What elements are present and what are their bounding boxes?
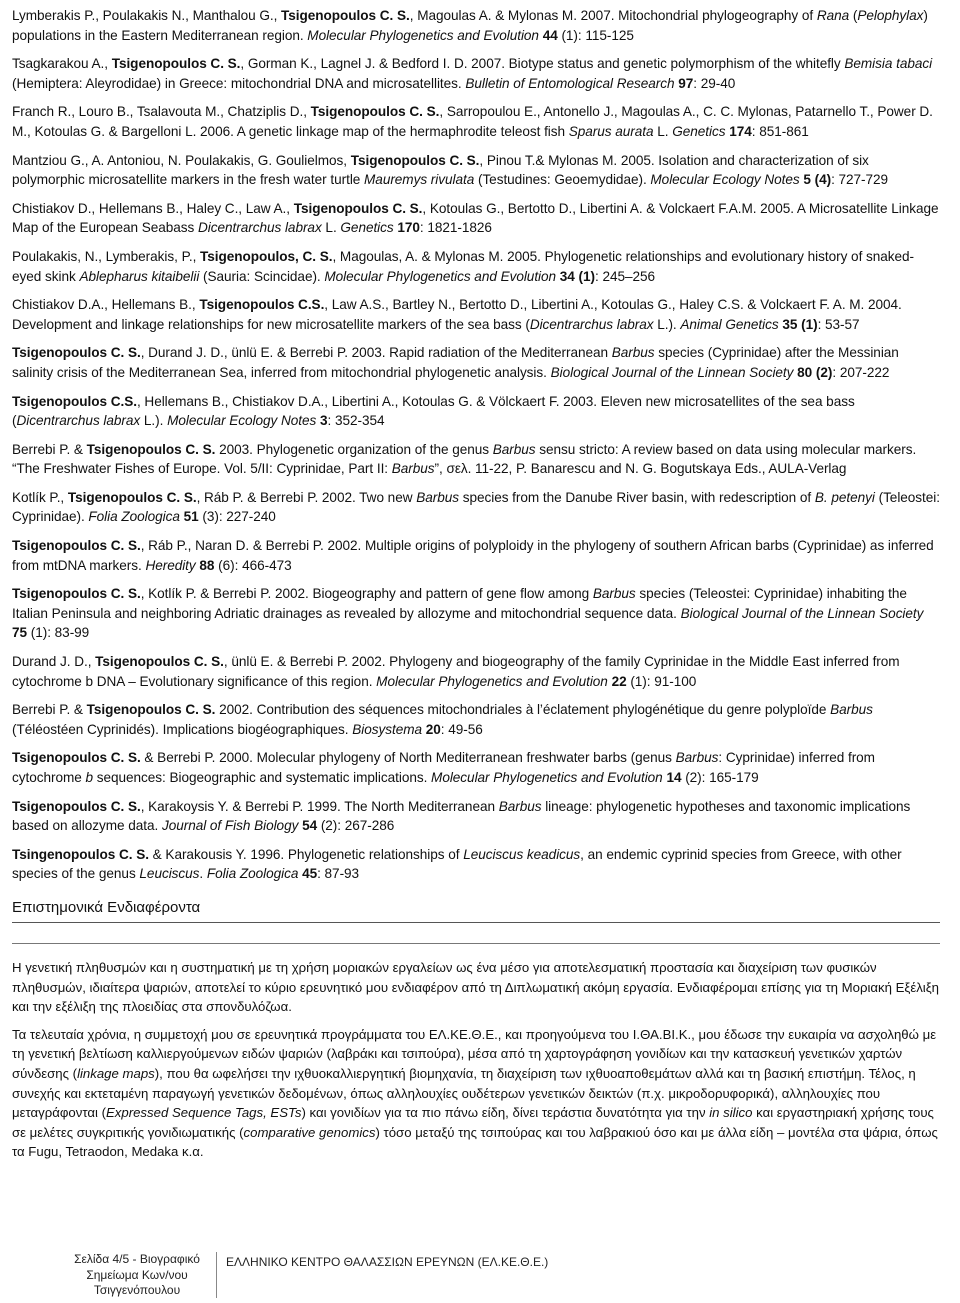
publication-entry	[12, 392, 942, 431]
publication-entry	[12, 6, 942, 45]
italic-text: Barbus	[416, 489, 459, 505]
text-run: Η γενετική πληθυσμών και η συστηματική με τη χρήση μοριακών εργαλείων ως ένα μέσο για αποτελεσματική προστασία και διαχείριση των φυσικών πληθυσμών, ιδιαίτερα ψαριών, αποτελεί το κύριο ερευνητικό μου ενδιαφέρον από τη Διπλωματική ακόμη εργασία. Ενδιαφέρομαι επίσης για τη Μοριακή Εξέλιξη και την εξέλιξη της πλοειδίας στα σπονδυλόζωα.	[12, 959, 939, 1015]
text-run: & Berrebi P. 2000. Molecular phylogeny of North Mediterranean freshwater barbs (genus	[140, 750, 676, 766]
italic-text: Barbus	[830, 702, 873, 718]
author-highlight: 75	[12, 625, 28, 641]
footer-institution: ΕΛΛΗΝΙΚΟ ΚΕΝΤΡΟ ΘΑΛΑΣΣΙΩΝ ΕΡΕΥΝΩΝ (ΕΛ.ΚΕ.Θ.Ε.)	[226, 1255, 549, 1269]
publication-entry	[12, 295, 942, 334]
publication-entry	[12, 797, 942, 836]
author-highlight: 174	[729, 123, 752, 139]
italic-text: Molecular Phylogenetics and Evolution	[307, 27, 539, 43]
italic-text: Bulletin of Entomological Research	[465, 75, 675, 91]
author-highlight: Tsigenopoulos C. S.	[95, 654, 224, 670]
italic-text: Dicentrarchus labrax	[16, 413, 141, 429]
italic-text: Barbus	[675, 750, 719, 766]
text-run: , Magoulas, A. & Mylonas M. 2005. Phylogenetic relationships and evolutionary history of snaked-eyed skink	[12, 248, 915, 284]
italic-text: Genetics	[340, 220, 394, 236]
publication-entry	[12, 536, 942, 575]
italic-text: Leuciscus	[139, 866, 200, 882]
text-run: sensu stricto: A review based on data using molecular markers. “The Freshwater Fishes of Europe. Vol. 5/II: Cyprinidae, Part II:	[12, 441, 917, 477]
author-highlight: 5 (4)	[803, 172, 832, 188]
italic-text: Biological Journal of the Linnean Society	[680, 605, 924, 621]
publication-entry	[12, 102, 942, 141]
italic-text: Journal of Fish Biology	[161, 818, 299, 834]
author-highlight: 54	[302, 818, 318, 834]
italic-text: Barbus	[391, 461, 435, 477]
author-highlight: 20	[425, 721, 441, 737]
italic-text: Sparus aurata	[568, 123, 654, 139]
text-run: Mantziou G., A. Antoniou, N. Poulakakis, G. Goulielmos,	[12, 152, 351, 168]
author-highlight: Tsigenopoulos C. S.	[12, 750, 141, 766]
author-highlight: Tsigenopoulos C. S.	[281, 8, 410, 23]
text-run: Chistiakov D., Hellemans B., Haley C., Law A.,	[12, 200, 294, 216]
publication-entry	[12, 151, 942, 190]
author-highlight: Tsigenopoulos C. S.	[12, 586, 141, 602]
text-run: L.).	[140, 413, 168, 429]
author-highlight: 170	[397, 220, 420, 236]
italic-text: linkage maps	[77, 1065, 155, 1081]
italic-text: Heredity	[145, 557, 196, 573]
italic-text: Animal Genetics	[680, 316, 779, 332]
italic-text: Ablepharus kitaibelii	[79, 268, 200, 284]
italic-text: Leuciscus keadicus	[463, 846, 581, 862]
text-run: (Hemiptera: Aleyrodidae) in Greece: mitochondrial DNA and microsatellites.	[12, 75, 466, 91]
text-run: (2): 165-179	[681, 770, 759, 785]
publication-entry	[12, 652, 942, 691]
text-run: (Sauria: Scincidae).	[199, 268, 325, 284]
text-run: (	[849, 8, 858, 23]
text-run: , Ráb P. & Berrebi P. 2002. Two new	[196, 489, 417, 505]
text-run: (2): 267-286	[317, 818, 395, 834]
text-run: (Téléostéen Cyprinidés). Implications biogéographiques.	[12, 721, 353, 737]
italic-text: comparative genomics	[243, 1124, 376, 1140]
author-highlight: Tsigenopoulos C. S.	[12, 798, 141, 814]
italic-text: Pelophylax	[857, 8, 924, 23]
text-run: 2002. Contribution des séquences mitochondriales à l’éclatement phylogénétique du genre polyploïde	[215, 702, 831, 718]
italic-text: Barbus	[611, 345, 655, 361]
author-highlight: 14	[666, 770, 682, 785]
italic-text: Molecular Ecology Notes	[650, 172, 800, 188]
text-run: , Kotlík P. & Berrebi P. 2002. Biogeography and pattern of gene flow among	[140, 586, 593, 602]
italic-text: in silico	[709, 1105, 753, 1121]
text-run: : 352-354	[327, 413, 385, 429]
text-run: , ünlü E. & Berrebi P. 2002. Phylogeny and biogeography of the family Cyprinidae in the Middle East inferred from cytochrome b DNA – Evolutionary significance of this region.	[12, 654, 900, 689]
text-run: Berrebi P. &	[12, 441, 87, 457]
text-run: (6): 466-473	[214, 557, 292, 573]
text-run: , Pinou T.& Mylonas M. 2005. Isolation and characterization of six polymorphic microsatellite markers in the fresh water turtle	[12, 152, 869, 188]
text-run: species from the Danube River basin, with redescription of	[458, 489, 815, 505]
author-highlight: 88	[199, 557, 215, 573]
author-highlight: 34 (1)	[559, 268, 595, 284]
publication-entry	[12, 199, 942, 238]
text-run: , Sarropoulou E., Antonello J., Magoulas A., C. C. Mylonas, Patarnello T., Power D. M., Kotoulas G. & Bargelloni L. 2006. A genetic linkage map of the hermaphrodite teleost fish	[12, 104, 933, 139]
italic-text: Barbus	[492, 441, 536, 457]
italic-text: Dicentrarchus labrax	[529, 316, 654, 332]
footer-page-info: Σελίδα 4/5 - Βιογραφικό Σημείωμα Κων/νου Τσιγγενόπουλου	[64, 1252, 217, 1298]
text-run: : Cyprinidae) inferred from cytochrome	[12, 750, 875, 785]
text-run: , Ráb P., Naran D. & Berrebi P. 2002. Multiple origins of polyploidy in the phylogeny of southern African barbs (Cyprinidae) as inferred from mtDNA markers.	[12, 538, 934, 573]
text-run: ”, σελ. 11-22, P. Banarescu and N. G. Bogutskaya Eds., AULA-Verlag	[434, 461, 847, 477]
text-run: ) και γονιδίων για τα πιο πάνω είδη, δίνει τεράστια δυνατότητα για την	[301, 1105, 710, 1121]
interests-paragraph	[12, 958, 942, 1017]
text-run: , Karakoysis Y. & Berrebi P. 1999. The North Mediterranean	[140, 798, 499, 814]
italic-text: B. petenyi	[814, 489, 875, 505]
author-highlight: 80 (2)	[797, 364, 833, 380]
text-run: Berrebi P. &	[12, 702, 87, 718]
interests-box	[12, 943, 942, 1162]
author-highlight: 35 (1)	[782, 316, 818, 332]
italic-text: Folia Zoologica	[206, 866, 299, 882]
author-highlight: Tsigenopoulos C. S.	[12, 538, 141, 554]
italic-text: Molecular Ecology Notes	[167, 413, 317, 429]
text-run: sequences: Biogeographic and systematic implications.	[93, 770, 432, 785]
text-run: .	[199, 866, 207, 882]
text-run: : 851-861	[751, 123, 809, 139]
text-run: & Karakousis Y. 1996. Phylogenetic relationships of	[148, 846, 464, 862]
publication-entry	[12, 700, 942, 739]
author-highlight: Tsigenopoulos C.S.	[12, 393, 137, 409]
text-run: : 53-57	[817, 316, 860, 332]
publication-entry	[12, 748, 942, 787]
text-run: L.	[321, 220, 341, 236]
author-highlight: Tsigenopoulos C. S.	[86, 702, 216, 718]
publication-entry	[12, 247, 942, 286]
italic-text: Rana	[816, 8, 850, 23]
author-highlight: Tsigenopoulos C. S.	[67, 489, 197, 505]
section-title: Επιστημονικά Ενδιαφέροντα	[12, 898, 940, 923]
text-run: (1): 83-99	[27, 625, 90, 641]
text-run: : 87-93	[317, 866, 360, 882]
text-run: (1): 115-125	[557, 27, 634, 43]
text-run: species (Cyprinidae) after the Messinian salinity crisis of the Mediterranean Sea, inferred from mitochondrial phylogenetic analysis.	[12, 345, 899, 380]
text-run: , an endemic cyprinid species from Greece, with other species of the genus	[12, 846, 902, 882]
author-highlight: Tsigenopoulos C.S.	[199, 297, 325, 313]
author-highlight: 97	[678, 75, 694, 91]
text-run: Lymberakis P., Poulakakis N., Manthalou G.,	[12, 8, 282, 23]
italic-text: Genetics	[672, 123, 726, 139]
text-run: : 29-40	[693, 75, 736, 91]
text-run: , Gorman K., Lagnel J. & Bedford I. D. 2007. Biotype status and genetic polymorphism of the whitefly	[240, 56, 845, 72]
interests-text	[12, 944, 942, 1162]
italic-text: Mauremys rivulata	[364, 172, 475, 188]
author-highlight: Tsingenopoulos C. S.	[12, 846, 149, 862]
text-run: : 245–256	[595, 268, 656, 284]
text-run: 2003. Phylogenetic organization of the genus	[215, 441, 493, 457]
italic-text: Biosystema	[352, 721, 423, 737]
italic-text: Molecular Phylogenetics and Evolution	[324, 268, 557, 284]
text-run: ) τόσο μεταξύ της τσιπούρας και του λαβρακιού όσο και με άλλα είδη – μοντέλα στα ψάρια, όπως τα Fugu, Tetraodon, Medaka κ.α.	[12, 1124, 938, 1160]
text-run: Tsagkarakou A.,	[12, 56, 112, 72]
text-run: Kotlík P.,	[12, 489, 68, 505]
italic-text: Folia Zoologica	[88, 509, 180, 525]
text-run: (3): 227-240	[198, 509, 276, 525]
text-run: L.).	[653, 316, 681, 332]
text-run: species (Teleostei: Cyprinidae) inhabiting the Italian Peninsula and neighboring Adriatic drainages as revealed by allozyme and mitochondrial sequence data.	[12, 586, 907, 621]
text-run: Τα τελευταία χρόνια, η συμμετοχή μου σε ερευνητικά προγράμματα του ΕΛ.ΚΕ.Θ.Ε., και προηγούμενα του Ι.ΘΑ.ΒΙ.Κ., μου έδωσε την ευκαιρία να ασχοληθώ με τη γενετική βελτίωση καλλιεργούμενων ειδών ψαριών (λαβράκι και τσιπούρα), μέσα από τη χαρτογράφηση γονιδίων και την κατασκευή γενετικών χαρτών σύνδεσης (	[12, 1026, 937, 1081]
italic-text: Dicentrarchus labrax	[198, 220, 322, 236]
publication-entry	[12, 845, 942, 884]
italic-text: Expressed Sequence Tags, ESTs	[105, 1105, 302, 1121]
author-highlight: Tsigenopoulos, C. S.	[200, 248, 333, 264]
text-run: και εργαστηριακή χρήσης τους σε μελέτες συγκριτικής γονιδιωματικής (	[12, 1105, 934, 1140]
text-run: Franch R., Louro B., Tsalavouta M., Chatziplis D.,	[12, 104, 311, 120]
author-highlight: Tsigenopoulos C. S.	[86, 441, 216, 457]
italic-text: Biological Journal of the Linnean Society	[550, 364, 794, 380]
author-highlight: 3	[320, 413, 328, 429]
author-highlight: 44	[542, 27, 558, 43]
text-run: , Kotoulas G., Bertotto D., Libertini A. & Volckaert F.A.M. 2005. A Microsatellite Linkage Map of the European Seabass	[12, 200, 939, 236]
publications-list	[12, 6, 942, 884]
italic-text: Barbus	[592, 586, 636, 602]
cv-page	[12, 6, 942, 1170]
italic-text: Molecular Phylogenetics and Evolution	[431, 770, 663, 785]
author-highlight: Tsigenopoulos C. S.	[293, 200, 423, 216]
text-run: ), που θα ωφελήσει την ιχθυοκαλλιεργητική βιομηχανία, τη διαχείριση των ιχθυοαποθεμάτων αλλά και τη βασική επιστήμη. Τέλος, η συνεχής και εκτεταμένη παραγωγή γενετικών δεδομένων, όπως αλληλουχίες ουδέτερων γενετικών δεικτών (π.χ. μικροδορυφορικά), αλληλουχίες που μεταγράφονται (	[12, 1065, 916, 1121]
author-highlight: Tsigenopoulos C. S.	[310, 104, 440, 120]
author-highlight: Tsigenopoulos C. S.	[350, 152, 480, 168]
text-run: lineage: phylogenetic hypotheses and taxonomic implications based on allozyme data.	[12, 798, 911, 834]
text-run: : 207-222	[832, 364, 890, 380]
italic-text: Molecular Phylogenetics and Evolution	[376, 673, 608, 689]
text-run: : 49-56	[440, 721, 483, 737]
text-run: Chistiakov D.A., Hellemans B.,	[12, 297, 200, 313]
text-run: Poulakakis, N., Lymberakis, P.,	[12, 248, 201, 264]
publication-entry	[12, 440, 942, 479]
italic-text: Barbus	[498, 798, 542, 814]
author-highlight: Tsigenopoulos C. S.	[111, 56, 241, 72]
author-highlight: 45	[302, 866, 318, 882]
interests-paragraph	[12, 1025, 942, 1162]
text-run: , Magoulas A. & Mylonas M. 2007. Mitochondrial phylogeography of	[409, 8, 817, 23]
author-highlight: 22	[611, 673, 627, 689]
text-run: Durand J. D.,	[12, 654, 96, 670]
text-run: , Durand J. D., ünlü E. & Berrebi P. 2003. Rapid radiation of the Mediterranean	[140, 345, 612, 361]
publication-entry	[12, 343, 942, 382]
text-run: ) populations in the Eastern Mediterranean region.	[12, 8, 928, 43]
text-run: L.	[653, 123, 673, 139]
author-highlight: Tsigenopoulos C. S.	[12, 345, 141, 361]
text-run: (1): 91-100	[626, 673, 697, 689]
text-run: : 1821-1826	[419, 220, 492, 236]
text-run: (Testudines: Geoemydidae).	[474, 172, 651, 188]
text-run: : 727-729	[831, 172, 889, 188]
publication-entry	[12, 54, 942, 93]
text-run: , Law A.S., Bartley N., Bertotto D., Libertini A., Kotoulas G., Haley C.S. & Volckaert F. A. M. 2004. Development and linkage relationships for new microsatellite markers of the sea bass (	[12, 297, 902, 332]
text-run: , Hellemans B., Chistiakov D.A., Libertini A., Kotoulas G. & Völckaert F. 2003. Eleven new microsatellites of the sea bass (	[12, 393, 855, 429]
publication-entry	[12, 584, 942, 643]
author-highlight: 51	[183, 509, 199, 525]
italic-text: Bemisia tabaci	[844, 56, 933, 72]
italic-text: b	[85, 770, 94, 785]
text-run: (Teleostei: Cyprinidae).	[12, 489, 940, 525]
publication-entry	[12, 488, 942, 527]
